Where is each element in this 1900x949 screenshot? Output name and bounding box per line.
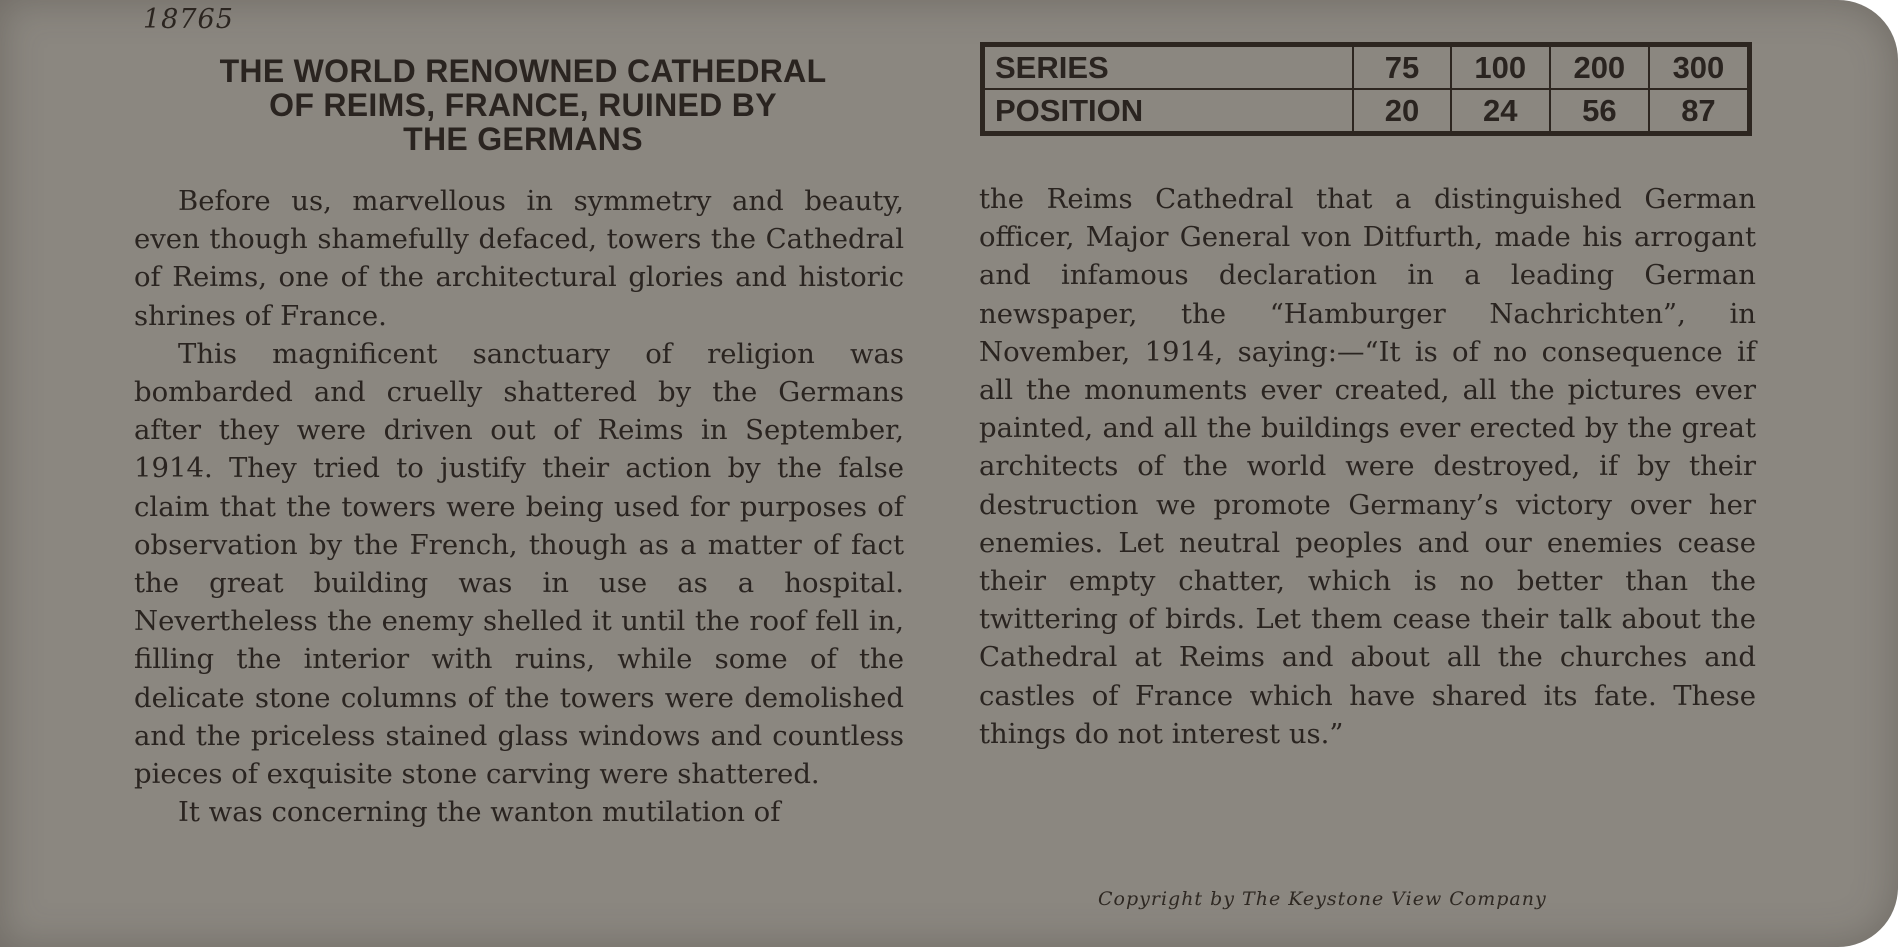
paragraph: This magnificent sanctuary of religion was bombarded and cruelly shattered by the Germans after they were driven out of Reims in September, 1914. They tried to justify their action by the false claim that the towers were being used for purposes of observation by the French, though as a matter of fact the great building was in use as a hospital. Nevertheless the enemy shelled it until the roof fell in, filling the interior with ruins, while some of the delicate stone columns of the towers were demolished and the priceless stained glass windows and countless pieces of exquisite stone carving were shattered.	[134, 337, 904, 791]
catalog-number: 18765	[143, 4, 234, 35]
series-label: SERIES	[983, 45, 1354, 90]
series-value: 300	[1649, 45, 1750, 90]
position-value: 87	[1649, 89, 1750, 134]
series-position-table	[980, 42, 1752, 136]
series-value: 200	[1550, 45, 1649, 90]
position-value: 56	[1550, 89, 1649, 134]
series-value: 75	[1353, 45, 1450, 90]
copyright-notice: Copyright by The Keystone View Company	[1098, 888, 1547, 910]
left-text-column	[134, 182, 904, 831]
card-title	[128, 54, 918, 156]
paragraph: the Reims Cathedral that a distinguished German officer, Major General von Ditfurth, made his arrogant and infamous declaration in a leading German newspaper, the “Hamburger Nachrichten”, in November, 1914, saying:—“It is of no consequence if all the monuments ever created, all the pictures ever painted, and all the buildings ever erected by the great architects of the world were destroyed, if by their destruction we promote Germany’s victory over her enemies. Let neutral peoples and our enemies cease their empty chatter, which is no better than the twittering of birds. Let them cease their talk about the Cathedral at Reims and about all the churches and castles of France which have shared its fate. These things do not interest us.”	[979, 183, 1756, 750]
title-line: THE GERMANS	[403, 121, 643, 157]
position-label: POSITION	[995, 92, 1144, 128]
right-text-column	[979, 180, 1756, 753]
series-row	[983, 45, 1750, 90]
position-row	[983, 89, 1750, 134]
paragraph: Before us, marvellous in symmetry and beauty, even though shamefully defaced, towers the Cathedral of Reims, one of the architectural glories and historic shrines of France.	[134, 185, 904, 332]
paragraph: It was concerning the wanton mutilation of	[178, 796, 781, 829]
position-value: 20	[1353, 89, 1450, 134]
title-line: THE WORLD RENOWNED CATHEDRAL	[219, 53, 827, 89]
position-value: 24	[1451, 89, 1550, 134]
series-value: 100	[1451, 45, 1550, 90]
title-line: OF REIMS, FRANCE, RUINED BY	[269, 87, 777, 123]
